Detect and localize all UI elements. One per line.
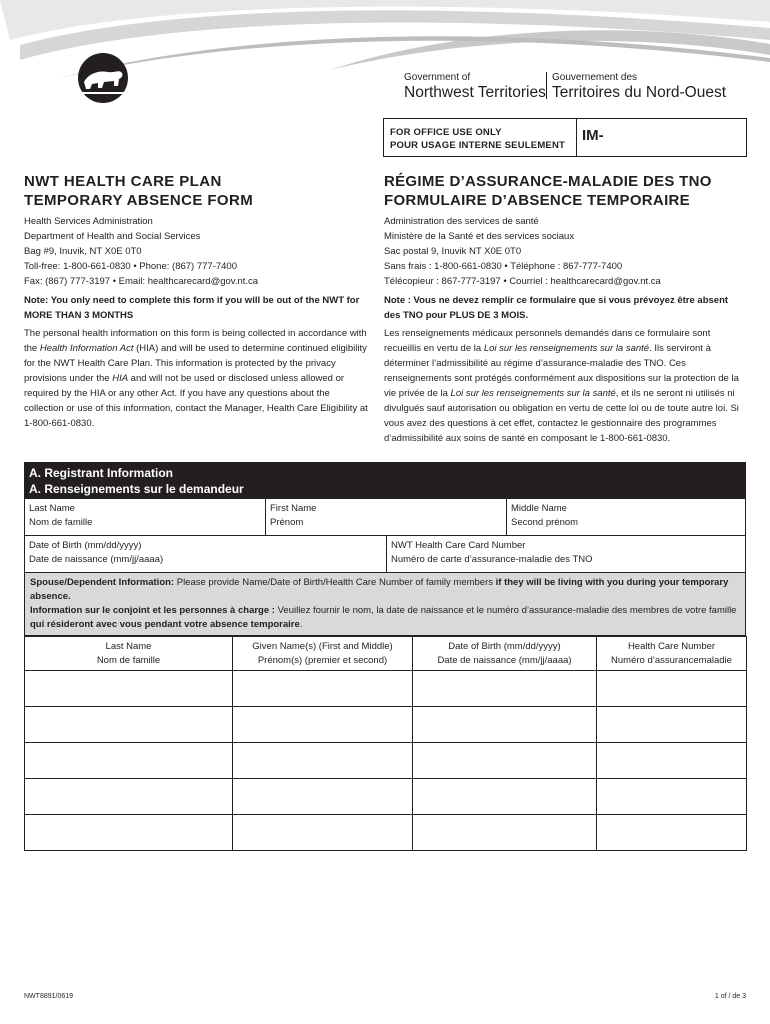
form-title-en-line1: NWT HEALTH CARE PLAN (24, 173, 222, 190)
form-code: NWT8891/0619 (24, 993, 74, 1000)
column-label-fr: Nom de famille (96, 655, 161, 666)
form-title-fr-line2: FORMULAIRE D’ABSENCE TEMPORAIRE (384, 192, 690, 209)
dependent-last-name-cell[interactable] (25, 779, 233, 815)
dependent-dob-cell[interactable] (413, 707, 597, 743)
dependent-last-name-cell[interactable] (25, 743, 233, 779)
dependent-last-name-cell[interactable] (25, 815, 233, 851)
dependent-health-number-cell[interactable] (597, 671, 747, 707)
spouse-instructions-fr (30, 604, 745, 632)
polar-bear-logo-icon (74, 52, 132, 104)
dependent-given-names-cell[interactable] (233, 743, 413, 779)
gov-en-large: Northwest Territories (404, 84, 546, 101)
middle-name-label-en: Middle Name (511, 503, 567, 514)
dependent-health-number-cell[interactable] (597, 707, 747, 743)
office-use-code-field[interactable]: IM- (582, 127, 604, 144)
dependent-given-names-cell[interactable] (233, 815, 413, 851)
privacy-text: Les renseignements médicaux personnels demandés dans ce formulaire sont recueillis en vertu de la (384, 328, 711, 354)
address-line: Ministère de la Santé et des services sociaux (384, 231, 575, 242)
dob-label-en: Date of Birth (mm/dd/yyyy) (29, 540, 142, 551)
address-line: Department of Health and Social Services (24, 231, 201, 242)
spouse-text-en: Please provide Name/Date of Birth/Health Care Number of family members (174, 577, 496, 588)
office-use-box (383, 118, 747, 157)
dependent-dob-cell[interactable] (413, 671, 597, 707)
column-header-health-care-number (597, 637, 747, 671)
address-line: Sans frais : 1-800-661-0830 • Téléphone : 867-777-7400 (384, 261, 623, 272)
table-row (25, 815, 747, 851)
column-label-fr: Numéro d’assurancemaladie (611, 655, 732, 666)
last-name-label-fr: Nom de famille (29, 517, 93, 528)
note-fr: Note : Vous ne devez remplir ce formulaire que si vous prévoyez être absent des TNO pour PLUS DE 3 MOIS. (384, 295, 729, 321)
registrant-dob-row (24, 536, 746, 573)
privacy-text: The personal health information on this form is being collected in accordance with the (24, 328, 367, 354)
privacy-text: , et ils ne seront ni utilisés ni divulgués sauf autorisation ou obligation en vertu de cette loi ou de toute autre loi. Si vous avez des questions à cet effet, contactez le gestionnaire des programmes d’admissibilité aux soins de santé en composant le 1-800-661-0830. (384, 388, 739, 444)
form-title-fr-line1: RÉGIME D’ASSURANCE-MALADIE DES TNO (384, 173, 712, 190)
dependent-dob-cell[interactable] (413, 779, 597, 815)
dependent-health-number-cell[interactable] (597, 815, 747, 851)
dependent-given-names-cell[interactable] (233, 779, 413, 815)
address-line: Fax: (867) 777-3197 • Email: healthcarecard@gov.nt.ca (24, 276, 259, 287)
dob-label-fr: Date de naissance (mm/jj/aaaa) (29, 554, 164, 565)
dependents-header-row (25, 637, 747, 671)
table-row (25, 779, 747, 815)
column-header-date-of-birth (413, 637, 597, 671)
office-use-label-fr: POUR USAGE INTERNE SEULEMENT (390, 140, 566, 151)
address-line: Administration des services de santé (384, 216, 539, 227)
form-title-fr (384, 172, 712, 210)
dependent-given-names-cell[interactable] (233, 671, 413, 707)
spouse-emphasis-fr: qui résideront avec vous pendant votre absence temporaire (30, 619, 300, 630)
spouse-instructions-en (30, 576, 745, 604)
gov-name-en (404, 72, 546, 101)
card-label-en: NWT Health Care Card Number (391, 540, 526, 551)
note-en: Note: You only need to complete this form if you will be out of the NWT for MORE THAN 3 MONTHS (24, 295, 360, 321)
spouse-heading-fr: Information sur le conjoint et les personnes à charge : (30, 605, 275, 616)
form-title-en-line2: TEMPORARY ABSENCE FORM (24, 192, 254, 209)
dependent-health-number-cell[interactable] (597, 779, 747, 815)
privacy-hia: HIA (112, 373, 129, 384)
health-card-number-field[interactable] (387, 536, 745, 572)
column-label-en: Given Name(s) (First and Middle) (252, 641, 393, 652)
gov-fr-large: Territoires du Nord-Ouest (552, 84, 727, 101)
table-row (25, 707, 747, 743)
privacy-act-name: Health Information Act (39, 343, 134, 354)
address-line: Toll-free: 1-800-661-0830 • Phone: (867) 777-7400 (24, 261, 237, 272)
office-use-label-en: FOR OFFICE USE ONLY (390, 127, 502, 138)
column-label-en: Date of Birth (mm/dd/yyyy) (448, 641, 561, 652)
spouse-text-fr: Veuillez fournir le nom, la date de naissance et le numéro d’assurance-maladie des membres de votre famille (274, 605, 737, 616)
card-label-fr: Numéro de carte d’assurance-maladie des TNO (391, 554, 593, 565)
privacy-notice-fr (384, 326, 746, 446)
column-label-fr: Prénom(s) (premier et second) (257, 655, 388, 666)
privacy-act-name: Loi sur les renseignements sur la santé (450, 388, 616, 399)
dependent-last-name-cell[interactable] (25, 671, 233, 707)
spouse-dependent-instructions (24, 573, 746, 636)
table-row (25, 671, 747, 707)
column-label-en: Health Care Number (627, 641, 716, 652)
table-row (25, 743, 747, 779)
first-name-label-fr: Prénom (270, 517, 304, 528)
dependent-health-number-cell[interactable] (597, 743, 747, 779)
first-name-label-en: First Name (270, 503, 317, 514)
registrant-name-row (24, 499, 746, 536)
date-of-birth-field[interactable] (25, 536, 387, 572)
dependent-given-names-cell[interactable] (233, 707, 413, 743)
spouse-heading-en: Spouse/Dependent Information: (30, 577, 175, 588)
page-number: 1 of / de 3 (714, 993, 746, 1000)
address-line: Télécopieur : 867-777-3197 • Courriel : healthcarecard@gov.nt.ca (384, 276, 661, 287)
last-name-label-en: Last Name (29, 503, 75, 514)
gov-name-fr (552, 72, 726, 101)
column-label-fr: Date de naissance (mm/jj/aaaa) (437, 655, 572, 666)
spouse-end-fr: . (299, 619, 303, 630)
section-a-title-en: A. Registrant Information (29, 466, 174, 480)
last-name-field[interactable] (25, 499, 266, 535)
privacy-text: . Ils serviront à déterminer l’admissibilité au régime d’assurance-maladie des TNO. Ces renseignements sont protégés conformément aux dispositions sur la protection de la vie privée de la (384, 343, 739, 399)
privacy-notice-en (24, 326, 370, 431)
form-title-en (24, 172, 253, 210)
gov-fr-small: Gouvernement des (552, 72, 638, 83)
privacy-act-name: Loi sur les renseignements sur la santé (483, 343, 650, 354)
column-header-given-names (233, 637, 413, 671)
gov-en-small: Government of (404, 72, 471, 83)
dependent-dob-cell[interactable] (413, 815, 597, 851)
address-line: Sac postal 9, Inuvik NT X0E 0T0 (384, 246, 522, 257)
section-a-header (24, 462, 746, 499)
dependent-dob-cell[interactable] (413, 743, 597, 779)
column-header-last-name (25, 637, 233, 671)
column-label-en: Last Name (105, 641, 152, 652)
dependent-last-name-cell[interactable] (25, 707, 233, 743)
spouse-emphasis-en: if they will be living with you during your temporary absence. (30, 577, 729, 602)
address-block-en (24, 214, 384, 289)
privacy-text: (HIA) and will be used to determine continued eligibility for the NWT Health Care Plan. This information is protected by the privacy provisions under the (24, 343, 367, 384)
first-name-field[interactable] (266, 499, 507, 535)
address-line: Bag #9, Inuvik, NT X0E 0T0 (24, 246, 142, 257)
middle-name-label-fr: Second prénom (511, 517, 579, 528)
section-a-title-fr: A. Renseignements sur le demandeur (29, 482, 244, 496)
address-block-fr (384, 214, 744, 289)
office-use-label (384, 119, 577, 156)
privacy-text: and will not be used or disclosed unless allowed or required by the HIA or any other Act. If you have any questions about the collection or use of this information, contact the Manager, Health Care Eligibility at 1-800-661-0830. (24, 373, 368, 429)
middle-name-field[interactable] (507, 499, 745, 535)
address-line: Health Services Administration (24, 216, 153, 227)
gov-name-separator (546, 72, 547, 99)
dependents-table (24, 636, 747, 851)
